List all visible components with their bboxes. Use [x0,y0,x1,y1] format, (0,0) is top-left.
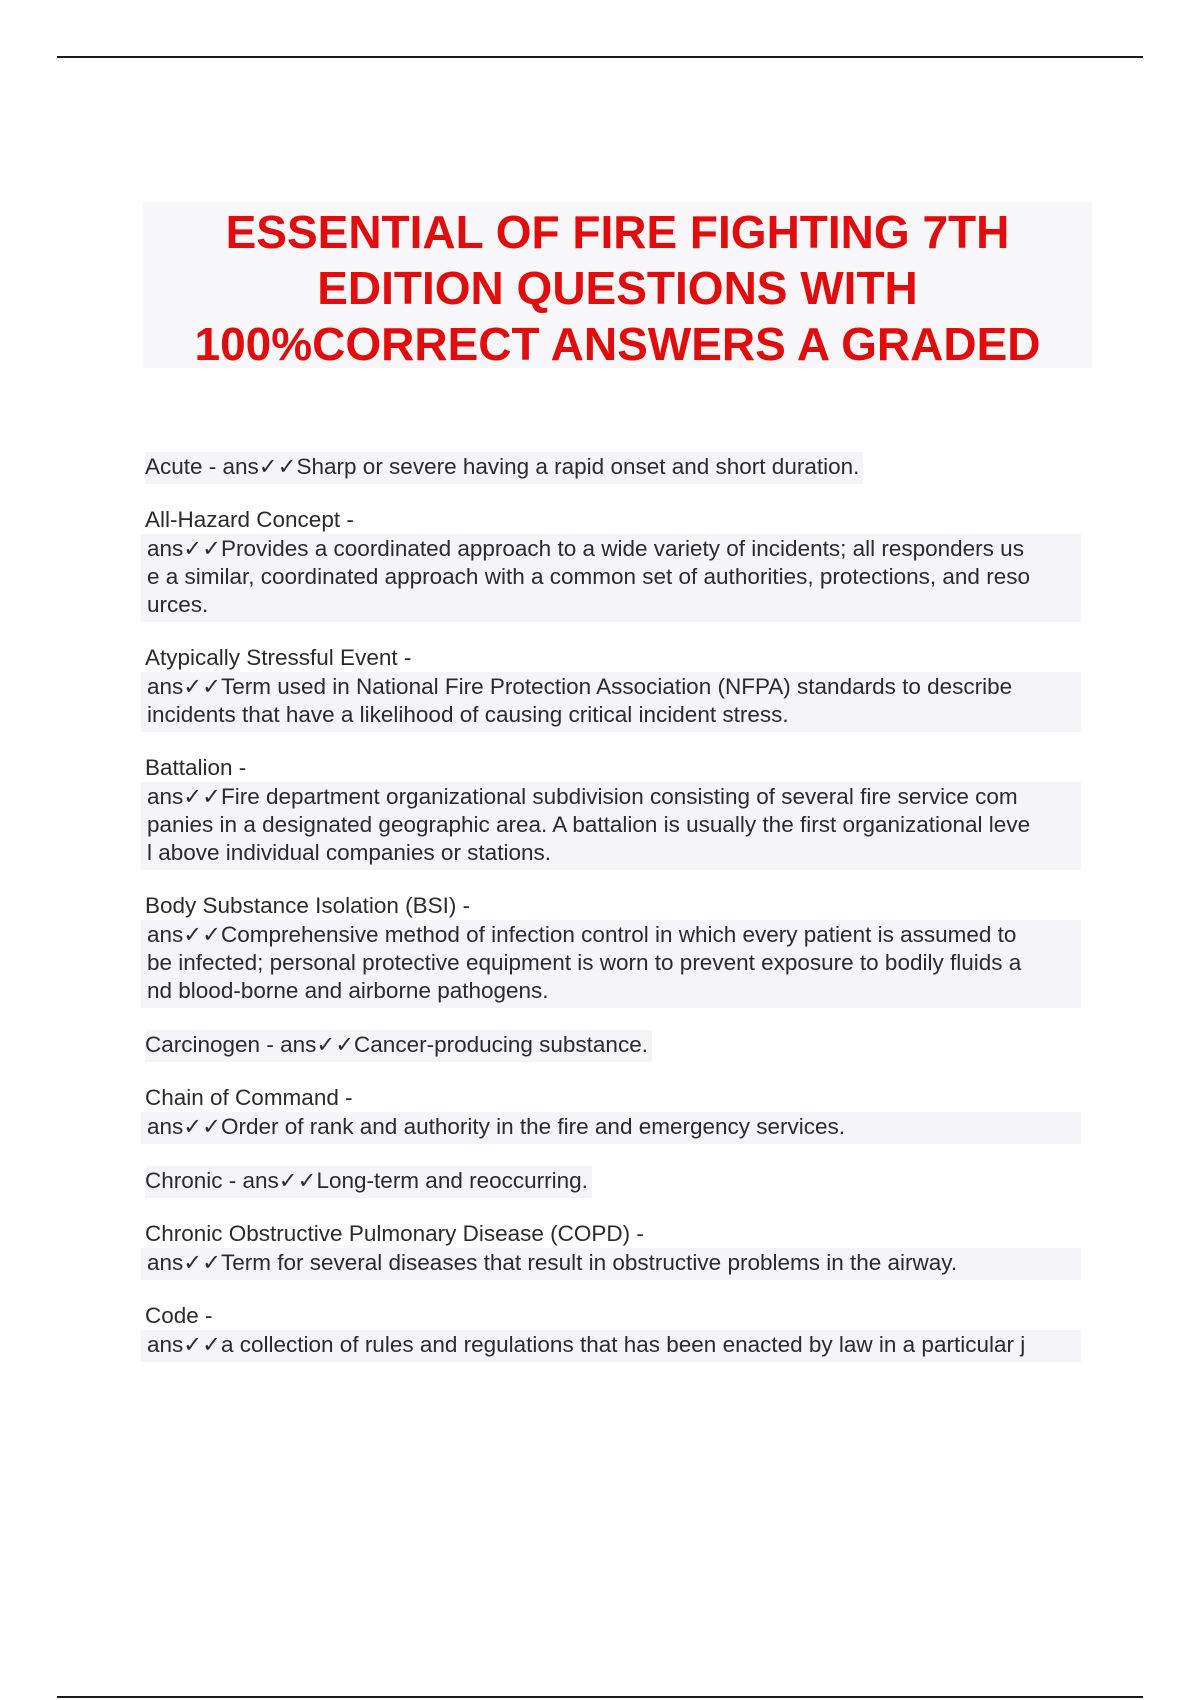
entry-term: All-Hazard Concept - [145,507,354,532]
document-title [143,202,1092,368]
definition-line: ans✓✓Comprehensive method of infection control in which every patient is assumed to [147,922,1017,947]
entry-definition [141,534,1081,622]
entry-definition [141,1248,1081,1280]
glossary-entry [145,754,1095,870]
entry-term: Chain of Command - [145,1085,353,1110]
definition-line: panies in a designated geographic area. A battalion is usually the first organizational leve [147,812,1031,837]
entry-definition [141,672,1081,732]
glossary-entry [145,1302,1095,1362]
glossary-entry [145,892,1095,1008]
entry-definition [141,1112,1081,1144]
glossary-entry [145,1084,1095,1144]
entry-term: Code - [145,1303,213,1328]
definition-line: urces. [147,592,209,617]
glossary-entry [145,644,1095,732]
definition-line: ans✓✓Fire department organizational subdivision consisting of several fire service com [147,784,1018,809]
entry-term: Body Substance Isolation (BSI) - [145,893,471,918]
definition-line: be infected; personal protective equipment is worn to prevent exposure to bodily fluids a [147,950,1022,975]
definition-line: l above individual companies or stations. [147,840,551,865]
definition-line: ans✓✓Provides a coordinated approach to a wide variety of incidents; all responders us [147,536,1024,561]
entry-text: Chronic - ans✓✓Long-term and reoccurring. [145,1166,592,1198]
title-line: ESSENTIAL OF FIRE FIGHTING 7TH [225,206,1010,258]
definition-line: ans✓✓Term used in National Fire Protection Association (NFPA) standards to describe [147,674,1013,699]
glossary-entry [145,506,1095,622]
definition-line: ans✓✓Term for several diseases that result in obstructive problems in the airway. [147,1250,958,1275]
glossary-list [145,452,1095,1384]
glossary-entry [145,1220,1095,1280]
bottom-rule [57,1696,1143,1698]
glossary-entry [145,1166,1095,1198]
entry-definition [141,920,1081,1008]
glossary-entry [145,1030,1095,1062]
title-line: EDITION QUESTIONS WITH [317,262,918,314]
definition-line: ans✓✓a collection of rules and regulations that has been enacted by law in a particular j [147,1332,1026,1357]
entry-text: Carcinogen - ans✓✓Cancer-producing substance. [145,1030,652,1062]
entry-term: Chronic Obstructive Pulmonary Disease (COPD) - [145,1221,644,1246]
entry-text: Acute - ans✓✓Sharp or severe having a rapid onset and short duration. [145,452,863,484]
entry-term: Battalion - [145,755,247,780]
entry-definition [141,782,1081,870]
top-rule [57,56,1143,58]
entry-term: Atypically Stressful Event - [145,645,412,670]
glossary-entry [145,452,1095,484]
definition-line: incidents that have a likelihood of causing critical incident stress. [147,702,789,727]
definition-line: nd blood-borne and airborne pathogens. [147,978,549,1003]
definition-line: ans✓✓Order of rank and authority in the fire and emergency services. [147,1114,846,1139]
title-line: 100%CORRECT ANSWERS A GRADED [194,318,1041,370]
definition-line: e a similar, coordinated approach with a common set of authorities, protections, and reso [147,564,1030,589]
entry-definition [141,1330,1081,1362]
